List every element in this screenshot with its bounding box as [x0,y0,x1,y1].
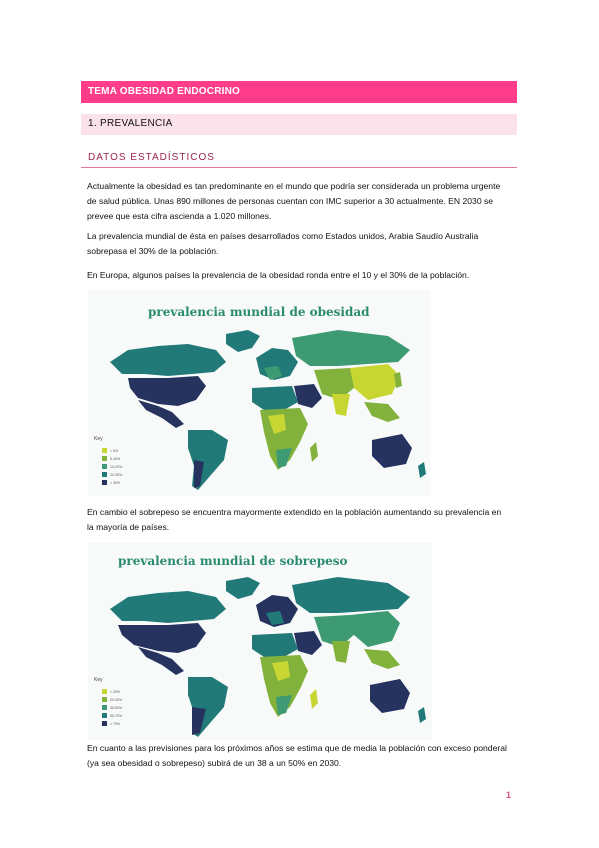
obesity-legend-label-4: 20-30% [110,473,123,477]
paragraph-europe: En Europa, algunos países la prevalencia de la obesidad ronda entre el 10 y el 30% de la población. [87,270,470,280]
page-number: 1 [506,790,512,800]
obesity-legend-swatch-1 [102,448,107,453]
paragraph-forecast: En cuanto a las previsiones para los próximos años se estima que de media la población con exceso ponderal (ya sea obesidad o sobrepeso) subirá de un 38 a un 50% en 2030. [87,743,507,768]
obesity-legend-swatch-5 [102,480,107,485]
subsection-title: DATOS ESTADÍSTICOS [81,150,517,168]
topic-title: TEMA OBESIDAD ENDOCRINO [81,81,517,103]
overweight-legend-label-3: 30-50% [110,706,123,710]
world-continents [110,330,426,490]
overweight-legend-swatch-5 [102,721,107,726]
obesity-map-title: prevalencia mundial de obesidad [148,305,370,319]
obesity-legend-swatch-3 [102,464,107,469]
overweight-legend-label-1: < 20% [110,690,121,694]
obesity-world-map [88,290,430,496]
overweight-legend-label-2: 20-30% [110,698,123,702]
overweight-legend-label-4: 50-70% [110,714,123,718]
obesity-legend-key-label: Key [94,436,103,442]
paragraph-overweight: En cambio el sobrepeso se encuentra mayormente extendido en la población aumentando su prevalencia en la mayoría de países. [87,507,502,532]
paragraph-developed-countries: La prevalencia mundial de ésta en países desarrollados como Estados unidos, Arabia Saudío Australia sobrepasa el 30% de la población. [87,231,479,256]
obesity-legend-label-1: < 5% [110,449,119,453]
obesity-legend-swatch-4 [102,472,107,477]
overweight-map-legend [94,677,122,726]
obesity-legend-label-2: 5-10% [110,457,121,461]
obesity-legend-swatch-2 [102,456,107,461]
section-title: 1. PREVALENCIA [81,114,517,135]
overweight-legend-swatch-2 [102,697,107,702]
obesity-legend-label-3: 10-20% [110,465,123,469]
overweight-legend-key-label: Key [94,677,103,683]
overweight-map-title: prevalencia mundial de sobrepeso [118,554,348,568]
obesity-map-legend [94,436,122,485]
overweight-legend-swatch-3 [102,705,107,710]
paragraph-obesity-prevalence: Actualmente la obesidad es tan predominante en el mundo que podría ser considerada un problema urgente de salud pública. Unas 890 millones de personas cuentan con IMC superior a 30 actualmente. EN 2030 se prevee que esta cifra ascienda a 1.020 millones. [87,181,501,221]
obesity-legend-label-5: > 30% [110,481,121,485]
world-continents-overweight [110,577,426,737]
overweight-legend-swatch-4 [102,713,107,718]
overweight-legend-swatch-1 [102,689,107,694]
overweight-legend-label-5: > 70% [110,722,121,726]
overweight-world-map [88,543,432,740]
